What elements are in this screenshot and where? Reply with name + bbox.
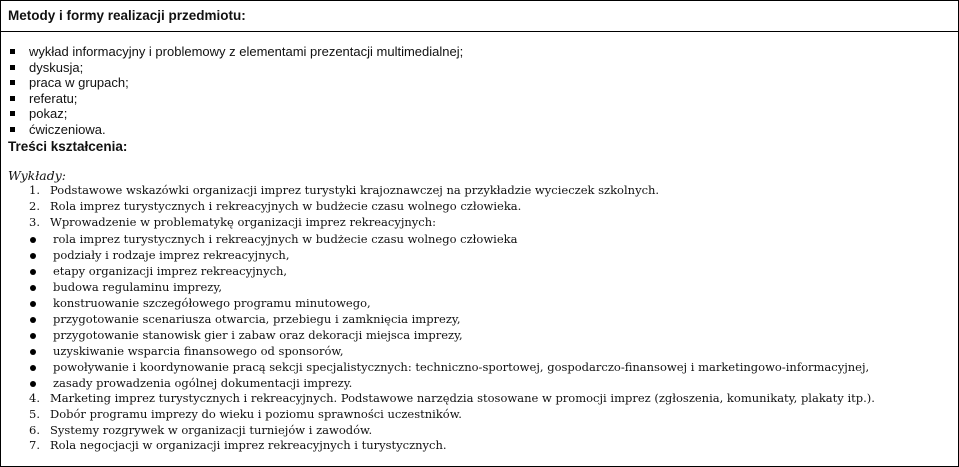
list-item: pokaz; bbox=[1, 106, 463, 122]
methods-list bbox=[1, 44, 463, 137]
square-bullet-icon bbox=[10, 80, 15, 85]
content-heading: Treści kształcenia: bbox=[8, 139, 128, 154]
round-bullet-icon bbox=[30, 301, 36, 307]
round-bullet-icon bbox=[30, 253, 36, 259]
methods-header-cell bbox=[0, 0, 959, 32]
list-item: praca w grupach; bbox=[1, 75, 463, 91]
square-bullet-icon bbox=[10, 96, 15, 101]
square-bullet-icon bbox=[10, 49, 15, 54]
list-item: wykład informacyjny i problemowy z elementami prezentacji multimedialnej; bbox=[1, 44, 463, 60]
methods-title: Metody i formy realizacji przedmiotu: bbox=[8, 8, 246, 23]
lectures-label: Wykłady: bbox=[8, 168, 66, 183]
round-bullet-icon bbox=[30, 285, 36, 291]
round-bullet-icon bbox=[30, 237, 36, 243]
round-bullet-icon bbox=[30, 365, 36, 371]
list-item: dyskusja; bbox=[1, 60, 463, 76]
square-bullet-icon bbox=[10, 127, 15, 132]
list-item: ćwiczeniowa. bbox=[1, 122, 463, 138]
round-bullet-icon bbox=[30, 317, 36, 323]
round-bullet-icon bbox=[30, 381, 36, 387]
round-bullet-icon bbox=[30, 269, 36, 275]
list-item: referatu; bbox=[1, 91, 463, 107]
round-bullet-icon bbox=[30, 349, 36, 355]
content-cell: wykład informacyjny i problemowy z elementami prezentacji multimedialnej; dyskusja; praca w grupach; referatu; pokaz; ćwiczeniowa. Treści kształcenia: Wykłady: 1. Podstawowe wskazówki organizacji imprez turystyki krajoznawczej na przykładzie wycieczek szkolnych. 2. Rola imprez turystycznych i rekreacyjnych w budżecie czasu wolnego człowieka. 3. Wprowadzenie w problematykę organizacji imprez rekreacyjnych: rola imprez turystycznych i rekreacyjnych w budżecie czasu wolnego człowieka podziały i rodzaje imprez rekreacyjnych, etapy organizacji imprez rekreacyjnych, budowa regulaminu imprezy, konstruowanie szczegółowego programu minutowego, przygotowanie scenariusza otwarcia, przebiegu i zamknięcia imprezy, przygotowanie stanowisk gier i zabaw oraz dekoracji miejsca imprezy, uzyskiwanie wsparcia finansowego od sponsorów, powoływanie i koordynowanie pracą sekcji specjalistycznych: techniczno-sportowej, gospodarczo-finansowej i marketingowo-informacyjnej, zasady prowadzenia ogólnej dokumentacji imprezy. 4. Marketing imprez turystycznych i rekreacyjnych. Podstawowe narzędzia stosowane w promocji imprez (zgłoszenia, komunikaty, plakaty itp.). 5. Dobór programu imprezy do wieku i poziomu sprawności uczestników. 6. Systemy rozgrywek w organizacji turniejów i zawodów. 7. Rola negocjacji w organizacji imprez rekreacyjnych i turystycznych. bbox=[0, 31, 959, 467]
round-bullet-icon bbox=[30, 333, 36, 339]
square-bullet-icon bbox=[10, 111, 15, 116]
square-bullet-icon bbox=[10, 65, 15, 70]
